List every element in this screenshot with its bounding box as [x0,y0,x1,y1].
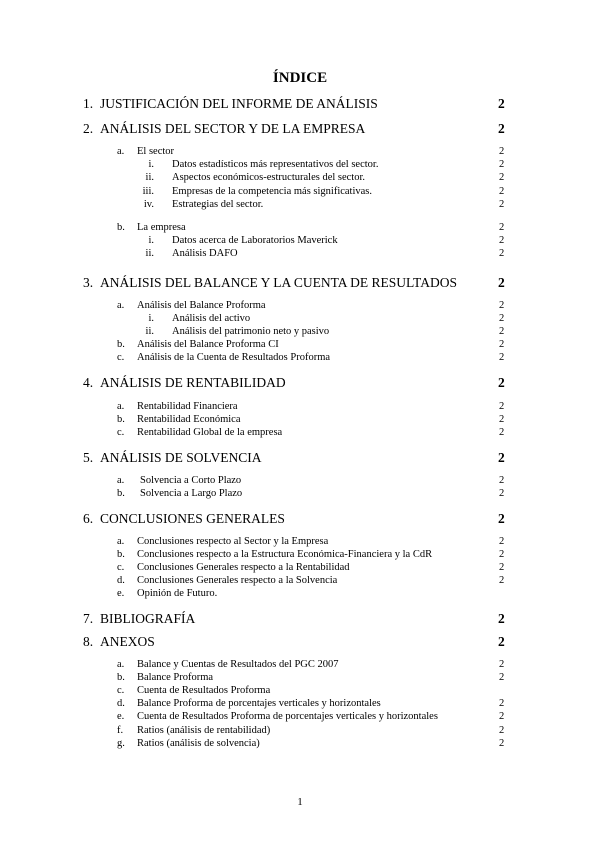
item-page: 2 [499,698,505,709]
item-text: Datos estadísticos más representativos del sector. [172,159,379,170]
item-text: Balance Proforma de porcentajes verticales y horizontales [137,698,381,709]
item-page: 2 [499,313,505,324]
item-page: 2 [499,536,505,547]
toc-section[interactable] [0,375,600,391]
item-text: Empresas de la competencia más significativas. [172,186,373,197]
item-label: a. [117,536,125,547]
toc-subitem[interactable] [0,199,600,215]
item-text: Ratios (análisis de solvencia) [137,738,260,749]
item-page: 2 [499,575,505,586]
item-label: i. [148,313,154,324]
item-page: 2 [499,352,505,363]
section-number: 2. [83,121,94,136]
item-text: Análisis del activo [172,313,251,324]
item-page: 2 [499,414,505,425]
item-page: 2 [499,222,505,233]
toc-subsection[interactable] [0,488,600,504]
toc-section[interactable] [0,634,600,650]
section-number: 7. [83,611,94,626]
item-label: d. [117,575,125,586]
toc-section[interactable] [0,450,600,466]
item-page: 2 [499,172,505,183]
item-text: Ratios (análisis de rentabilidad) [137,725,271,736]
item-page: 2 [499,659,505,670]
item-text: Balance Proforma [137,672,214,683]
item-page: 2 [499,339,505,350]
item-label: a. [117,146,125,157]
item-page: 2 [499,300,505,311]
item-label: b. [117,414,125,425]
section-number: 6. [83,511,94,526]
section-page: 2 [498,634,505,649]
item-page: 2 [499,159,505,170]
item-label: c. [117,685,125,696]
section-title: CONCLUSIONES GENERALES [100,511,285,526]
item-page: 2 [499,186,505,197]
toc-subitem[interactable] [0,248,600,264]
item-label: i. [148,235,154,246]
item-label: a. [117,401,125,412]
item-label: b. [117,222,125,233]
item-page: 2 [499,146,505,157]
item-text: Análisis del Balance Proforma [137,300,266,311]
item-label: b. [117,339,125,350]
item-text: Análisis DAFO [172,248,238,259]
item-page: 2 [499,488,505,499]
item-text: Rentabilidad Económica [137,414,241,425]
item-text: Aspectos económicos-estructurales del sector. [172,172,366,183]
item-text: Conclusiones respecto a la Estructura Económica-Financiera y la CdR [137,549,433,560]
section-title: JUSTIFICACIÓN DEL INFORME DE ANÁLISIS [100,96,378,111]
item-label: c. [117,352,125,363]
item-text: Estrategias del sector. [172,199,264,210]
item-text: Análisis de la Cuenta de Resultados Proforma [137,352,331,363]
item-text: La empresa [137,222,186,233]
section-page: 2 [498,121,505,136]
item-label: d. [117,698,125,709]
page-number: 1 [297,796,303,808]
item-label: b. [117,672,125,683]
item-page: 2 [499,725,505,736]
item-text: Balance y Cuentas de Resultados del PGC 2007 [137,659,339,670]
toc-section[interactable] [0,511,600,527]
item-page: 2 [499,427,505,438]
item-label: b. [117,549,125,560]
item-text: Conclusiones Generales respecto a la Rentabilidad [137,562,350,573]
item-page: 2 [499,549,505,560]
item-label: e. [117,588,125,599]
item-label: a. [117,300,125,311]
section-number: 1. [83,96,94,111]
item-page: 2 [499,672,505,683]
item-label: c. [117,562,125,573]
toc-subsection[interactable] [0,427,600,443]
item-label: a. [117,659,125,670]
section-title: ANÁLISIS DE SOLVENCIA [100,450,262,465]
section-page: 2 [498,511,505,526]
item-label: e. [117,711,125,722]
section-page: 2 [498,611,505,626]
item-page: 2 [499,199,505,210]
section-title: ANÁLISIS DEL BALANCE Y LA CUENTA DE RESULTADOS [100,275,457,290]
item-label: g. [117,738,125,749]
item-page: 2 [499,475,505,486]
item-page: 2 [499,235,505,246]
item-text: Datos acerca de Laboratorios Maverick [172,235,338,246]
section-title: ANÁLISIS DE RENTABILIDAD [100,375,286,390]
item-label: c. [117,427,125,438]
item-label: i. [148,159,154,170]
item-text: Análisis del patrimonio neto y pasivo [172,326,330,337]
item-page: 2 [499,738,505,749]
toc-section[interactable] [0,121,600,137]
section-title: BIBLIOGRAFÍA [100,611,196,626]
item-text: El sector [137,146,175,157]
item-label: ii. [145,326,154,337]
item-label: b. [117,488,125,499]
section-number: 8. [83,634,94,649]
item-page: 2 [499,248,505,259]
item-text: Cuenta de Resultados Proforma [137,685,271,696]
item-label: f. [117,725,124,736]
item-text: Cuenta de Resultados Proforma de porcentajes verticales y horizontales [137,711,438,722]
toc-section[interactable] [0,611,600,627]
item-text: Solvencia a Largo Plazo [140,488,243,499]
section-title: ANÁLISIS DEL SECTOR Y DE LA EMPRESA [100,121,366,136]
toc-subsection[interactable] [0,352,600,368]
section-page: 2 [498,96,505,111]
section-number: 4. [83,375,94,390]
section-number: 5. [83,450,94,465]
item-label: ii. [145,172,154,183]
item-label: iv. [143,199,154,210]
item-label: iii. [142,186,154,197]
section-number: 3. [83,275,94,290]
item-text: Análisis del Balance Proforma CI [137,339,279,350]
item-label: a. [117,475,125,486]
page-title: ÍNDICE [272,70,328,86]
item-text: Rentabilidad Global de la empresa [137,427,283,438]
toc-subsection[interactable] [0,738,600,754]
item-page: 2 [499,562,505,573]
toc-section[interactable] [0,96,600,112]
item-text: Solvencia a Corto Plazo [140,475,242,486]
toc-section[interactable] [0,275,600,291]
toc-subsection[interactable] [0,588,600,604]
item-text: Opinión de Futuro. [137,588,218,599]
section-page: 2 [498,275,505,290]
section-page: 2 [498,450,505,465]
item-text: Conclusiones respecto al Sector y la Empresa [137,536,329,547]
item-page: 2 [499,711,505,722]
item-page: 2 [499,401,505,412]
item-label: ii. [145,248,154,259]
section-page: 2 [498,375,505,390]
item-text: Rentabilidad Financiera [137,401,238,412]
item-page: 2 [499,326,505,337]
section-title: ANEXOS [100,634,155,649]
item-text: Conclusiones Generales respecto a la Solvencia [137,575,338,586]
